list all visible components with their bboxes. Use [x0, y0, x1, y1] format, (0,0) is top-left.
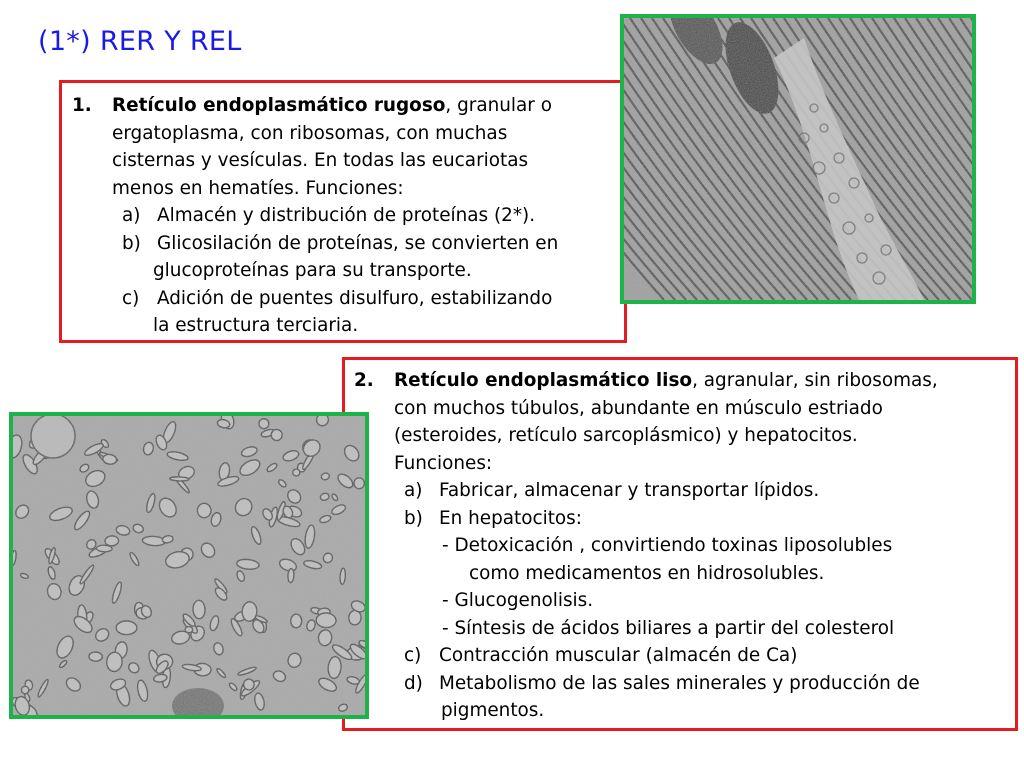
rel-function-d: d) Metabolismo de las sales minerales y producción de — [404, 672, 920, 694]
rer-function-c-cont: la estructura terciaria. — [153, 315, 359, 336]
rel-hepatocyte-item-cont: como medicamentos en hidrosolubles. — [469, 562, 825, 584]
rer-function-b-cont: glucoproteínas para su transporte. — [153, 260, 472, 281]
rer-intro-rest: , granular o — [445, 95, 552, 116]
rel-desc-line: con muchos túbulos, abundante en músculo estriado — [394, 397, 883, 419]
rer-number: 1. — [72, 95, 92, 116]
rel-intro-rest: , agranular, sin ribosomas, — [692, 370, 938, 391]
rel-hepatocyte-item: - Síntesis de ácidos biliares a partir del colesterol — [442, 617, 895, 639]
rer-micrograph — [620, 14, 976, 304]
rer-desc-line: menos en hematíes. Funciones: — [112, 177, 404, 199]
rer-micrograph-image — [624, 18, 972, 300]
rer-function-c: c) Adición de puentes disulfuro, estabilizando — [122, 287, 553, 309]
rel-function-d-cont: pigmentos. — [441, 700, 545, 721]
rel-desc-line: (esteroides, retículo sarcoplásmico) y hepatocitos. — [394, 425, 858, 446]
rel-text — [354, 367, 938, 725]
rel-hepatocyte-item: - Detoxicación , convirtiendo toxinas liposolubles — [442, 535, 893, 556]
rel-hepatocyte-item: - Glucogenolisis. — [442, 590, 594, 611]
rer-function-b: b) Glicosilación de proteínas, se convierten en — [122, 232, 559, 254]
rel-heading-line — [354, 367, 938, 395]
rer-text — [72, 92, 558, 340]
rel-desc-line: Funciones: — [394, 452, 493, 474]
rer-heading: Retículo endoplasmático rugoso — [112, 95, 446, 116]
rel-text-box — [342, 357, 1018, 731]
rel-function-c: c) Contracción muscular (almacén de Ca) — [404, 645, 798, 666]
rel-micrograph — [9, 412, 369, 719]
rer-desc-line: ergatoplasma, con ribosomas, con muchas — [112, 122, 508, 144]
rer-function-a: a) Almacén y distribución de proteínas (2*). — [122, 205, 536, 226]
rel-function-b: b) En hepatocitos: — [404, 507, 582, 529]
rer-heading-line — [72, 92, 558, 120]
rel-number: 2. — [354, 370, 374, 391]
rel-heading: Retículo endoplasmático liso — [394, 370, 693, 391]
rel-function-a: a) Fabricar, almacenar y transportar lípidos. — [404, 480, 820, 501]
slide-title: (1*) RER Y REL — [38, 26, 242, 57]
rel-micrograph-image — [13, 416, 365, 715]
rer-desc-line: cisternas y vesículas. En todas las eucariotas — [112, 150, 529, 171]
rer-text-box — [59, 80, 627, 343]
